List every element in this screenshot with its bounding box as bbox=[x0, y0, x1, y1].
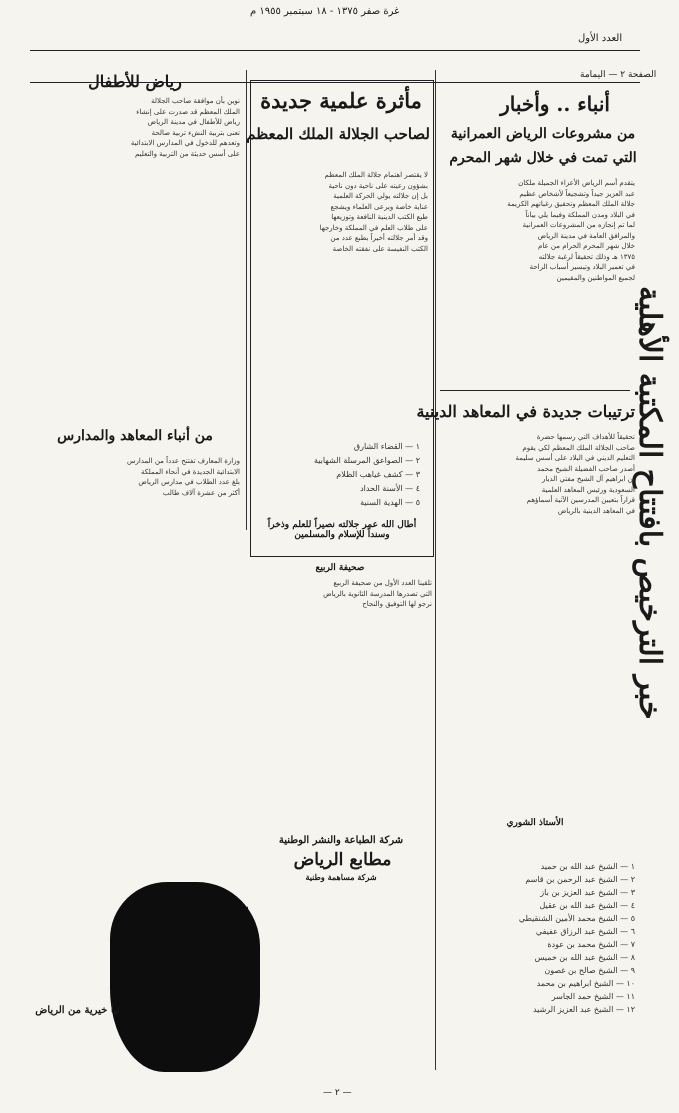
printing-company: شركة الطباعة والنشر الوطنية bbox=[278, 835, 404, 846]
institutes-body-text: وزارة المعارف تفتتح عدداً من المدارس الابتدائية الجديدة في أنحاء المملكة بلغ عدد الطلاب في مدارس الرياض أكثر من عشرة آلاف طالب bbox=[126, 457, 240, 497]
featured-title: مأثرة علمية جديدة bbox=[260, 88, 422, 113]
news-subheading-2: التي تمت في خلال شهر المحرم bbox=[449, 150, 637, 166]
teacher-list: ١ — الشيخ عبد الله بن حميد ٢ — الشيخ عبد الرحمن بن قاسم ٣ — الشيخ عبد العزيز بن باز ٤ — الشيخ عبد الله بن عقيل ٥ — الشيخ محمد الأمين الشنقيطي ٦ — الشيخ عبد الرزاق عفيفي ٧ — الشيخ محمد بن عودة ٨ — الشيخ عبد الله بن خميس ٩ — الشيخ صالح بن غصون ١٠ — الشيخ ابراهيم بن محمد ١١ — الشيخ حمد الجاسر ١٢ — الشيخ عبد العزيز الرشيد bbox=[518, 862, 635, 1014]
kindergarten-heading: رياض للأطفال bbox=[88, 72, 182, 91]
shura-heading: الأستاذ الشوري bbox=[506, 818, 564, 828]
religious-body-text: تحقيقاً للأهداف التي رسمها حضرة صاحب الجلالة الملك المعظم لكي يقوم التعليم الديني في البلاد على أسس سليمة أصدر صاحب الفضيلة الشيخ محمد بن ابراهيم آل الشيخ مفتي الديار السعودية ورئيس المعاهد العلمية قراراً بتعيين المدرسين الآتية أسماؤهم في المعاهد الدينية بالرياض bbox=[515, 433, 635, 515]
page-section: الصفحة ٢ — اليمامة bbox=[580, 70, 657, 80]
news-subheading-1: من مشروعات الرياض العمرانية bbox=[450, 126, 636, 142]
kindergarten-body-text: نوين بأن موافقة صاحب الجلالة الملك المعظم قد صدرت على إنشاء رياض للأطفال في مدينة الرياض تعنى بتربية النشء تربية صالحة وتعدهم للدخول في المدارس الابتدائية على أسس حديثة من التربية والتعليم bbox=[130, 97, 240, 158]
newspaper-section-heading: صحيفة الربيع bbox=[315, 563, 365, 573]
issue-label: العدد الأول bbox=[578, 33, 623, 44]
books-list: ١ — القضاء الشارق ٢ — الصواعق المرسلة الشهابية ٣ — كشف غياهب الظلام ٤ — الأسنة الحداد ٥ — الهدية السنية bbox=[313, 442, 420, 507]
featured-subtitle: لصاحب الجلالة الملك المعظم bbox=[246, 125, 430, 143]
institutes-heading: من أنباء المعاهد والمدارس bbox=[57, 428, 213, 444]
ink-blot bbox=[110, 882, 260, 1072]
page-number: — ٢ — bbox=[323, 1088, 352, 1098]
column-rule-right bbox=[435, 70, 436, 1070]
riyadh-news-heading: نبأ خيرية من الرياض bbox=[35, 1005, 120, 1016]
top-rule bbox=[30, 50, 640, 51]
handwritten-note: خبر الترخيص بافتتاح المكتبة الأهلية bbox=[632, 286, 667, 720]
religious-heading: ترتيبات جديدة في المعاهد الدينية bbox=[416, 402, 635, 421]
featured-closing: أطال الله عمر جلالته نصيراً للعلم وذخراً وسنداً للإسلام والمسلمين bbox=[267, 520, 417, 540]
featured-body-text: لا يقتصر اهتمام جلالة الملك المعظم بشؤون رعيته على ناحية دون ناحية بل إن جلالته يولي الحركة العلمية عناية خاصة ويرعى العلماء ويشجع طبع الكتب الدينية النافعة وتوزيعها على طلاب العلم في المملكة وخارجها وقد أمر جلالته أخيراً بطبع عدد من الكتب النفيسة على نفقته الخاصة bbox=[319, 171, 428, 253]
news-body-text: يتقدم أسم الرياض الأعزاء الجميلة ملكان عبد العزيز جيداً وتشجيعاً لأشخاص عظيم جلالة الملك المعظم وتحقيق رغباتهم الكريمة في البلاد ومدن المملكة وفيما يلي بياناً لما تم إنجازه من المشروعات العمرانية والمرافق العامة في مدينة الرياض خلال شهر المحرم الحرام من عام ١٣٧٥ هـ وذلك تحقيقاً لرغبة جلالته في تعمير البلاد وتيسير أسباب الراحة لجميع المواطنين والمقيمين bbox=[507, 179, 635, 282]
news-rule bbox=[440, 390, 630, 391]
newspaper-text: تلقينا العدد الأول من صحيفة الربيع التي تصدرها المدرسة الثانوية بالرياض نرجو لها التوفيق والنجاح bbox=[323, 579, 432, 608]
issue-date: غرة صفر ١٣٧٥ - ١٨ سبتمبر ١٩٥٥ م bbox=[250, 6, 400, 17]
news-heading: أنباء .. وأخبار bbox=[500, 92, 610, 116]
press-tagline: شركة مساهمة وطنية bbox=[305, 872, 377, 882]
riyadh-press-ad: مطابع الرياض bbox=[293, 850, 392, 870]
